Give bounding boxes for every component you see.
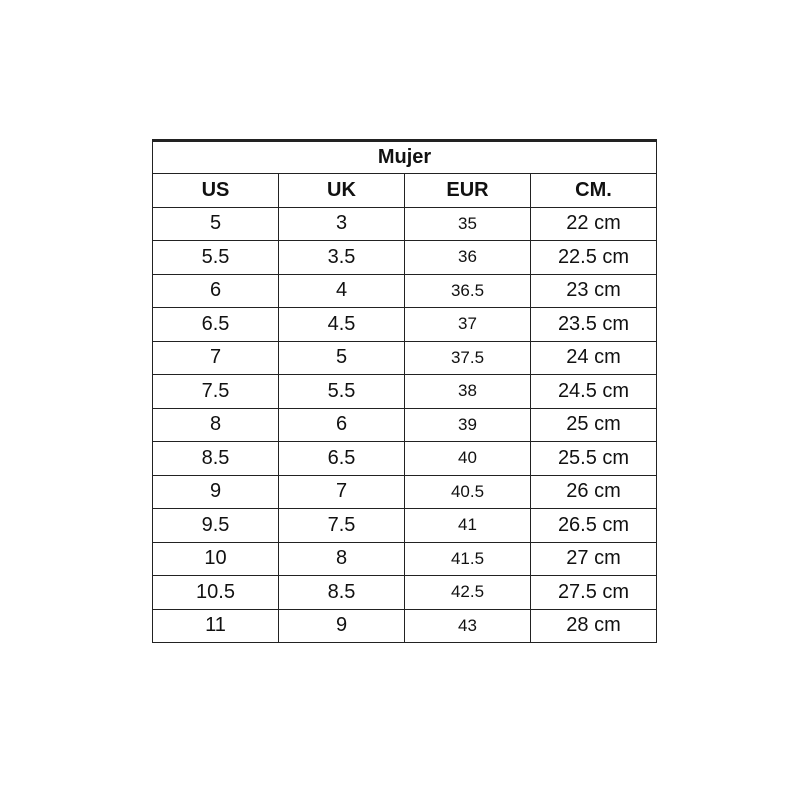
cell-eur: 37.5	[405, 341, 531, 375]
header-uk: UK	[279, 174, 405, 208]
cell-cm: 22 cm	[531, 207, 657, 241]
table-row	[153, 408, 657, 442]
cell-uk: 5	[279, 341, 405, 375]
cell-eur: 43	[405, 609, 531, 643]
cell-uk: 6	[279, 408, 405, 442]
cell-cm: 27.5 cm	[531, 576, 657, 610]
cell-us: 10.5	[153, 576, 279, 610]
size-chart-table	[152, 139, 657, 643]
cell-eur: 40	[405, 442, 531, 476]
cell-eur: 38	[405, 375, 531, 409]
cell-cm: 28 cm	[531, 609, 657, 643]
cell-uk: 3	[279, 207, 405, 241]
table-row	[153, 341, 657, 375]
table-row	[153, 308, 657, 342]
cell-us: 9	[153, 475, 279, 509]
table-title: Mujer	[153, 141, 657, 174]
cell-us: 9.5	[153, 509, 279, 543]
cell-cm: 23 cm	[531, 274, 657, 308]
cell-uk: 9	[279, 609, 405, 643]
cell-uk: 4	[279, 274, 405, 308]
cell-us: 8	[153, 408, 279, 442]
cell-uk: 5.5	[279, 375, 405, 409]
cell-cm: 22.5 cm	[531, 241, 657, 275]
cell-cm: 27 cm	[531, 542, 657, 576]
cell-cm: 24 cm	[531, 341, 657, 375]
table-row	[153, 442, 657, 476]
cell-cm: 26 cm	[531, 475, 657, 509]
table-row	[153, 542, 657, 576]
header-row	[153, 174, 657, 208]
table-row	[153, 274, 657, 308]
title-row	[153, 141, 657, 174]
cell-us: 6	[153, 274, 279, 308]
table-row	[153, 475, 657, 509]
table-row	[153, 609, 657, 643]
cell-eur: 36.5	[405, 274, 531, 308]
cell-eur: 35	[405, 207, 531, 241]
cell-us: 7.5	[153, 375, 279, 409]
cell-uk: 7.5	[279, 509, 405, 543]
cell-eur: 40.5	[405, 475, 531, 509]
cell-eur: 41.5	[405, 542, 531, 576]
header-eur: EUR	[405, 174, 531, 208]
cell-uk: 3.5	[279, 241, 405, 275]
cell-uk: 4.5	[279, 308, 405, 342]
header-cm: CM.	[531, 174, 657, 208]
cell-us: 6.5	[153, 308, 279, 342]
cell-us: 5	[153, 207, 279, 241]
table-row	[153, 576, 657, 610]
cell-cm: 25.5 cm	[531, 442, 657, 476]
cell-us: 8.5	[153, 442, 279, 476]
cell-us: 7	[153, 341, 279, 375]
header-us: US	[153, 174, 279, 208]
cell-cm: 26.5 cm	[531, 509, 657, 543]
cell-eur: 41	[405, 509, 531, 543]
cell-us: 11	[153, 609, 279, 643]
cell-us: 5.5	[153, 241, 279, 275]
cell-uk: 6.5	[279, 442, 405, 476]
cell-eur: 42.5	[405, 576, 531, 610]
cell-cm: 23.5 cm	[531, 308, 657, 342]
table-row	[153, 375, 657, 409]
table-row	[153, 207, 657, 241]
cell-eur: 37	[405, 308, 531, 342]
cell-us: 10	[153, 542, 279, 576]
cell-eur: 36	[405, 241, 531, 275]
cell-eur: 39	[405, 408, 531, 442]
table-row	[153, 509, 657, 543]
cell-cm: 25 cm	[531, 408, 657, 442]
cell-cm: 24.5 cm	[531, 375, 657, 409]
cell-uk: 7	[279, 475, 405, 509]
cell-uk: 8.5	[279, 576, 405, 610]
table-row	[153, 241, 657, 275]
cell-uk: 8	[279, 542, 405, 576]
